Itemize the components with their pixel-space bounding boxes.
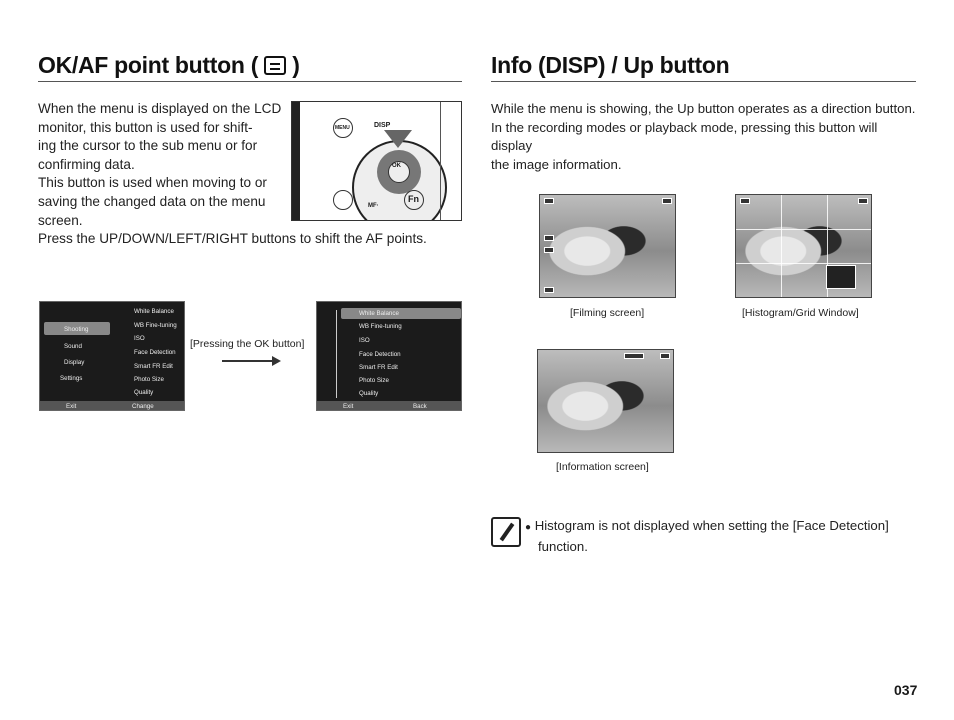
menu-item: WB Fine-tuning	[359, 323, 402, 330]
page-number: 037	[894, 682, 918, 698]
arrow-head-icon	[272, 356, 281, 366]
menu-back: Back	[413, 403, 427, 410]
caption-histogram: [Histogram/Grid Window]	[742, 307, 859, 319]
menu-item: Photo Size	[134, 376, 164, 383]
left-title: OK/AF point button ( )	[38, 52, 300, 78]
menu-item: Smart FR Edit	[134, 363, 173, 370]
menu-item: Smart FR Edit	[359, 364, 398, 371]
caption-filming: [Filming screen]	[570, 307, 645, 319]
menu-item: ISO	[134, 335, 145, 342]
arrow-right-icon	[222, 360, 274, 362]
right-paragraph: While the menu is showing, the Up button operates as a direction button. In the recording modes or playback mode, pressing this button will display the image information.	[491, 101, 916, 172]
camera-ok-label: OK	[392, 163, 401, 169]
menu-bottom-bar	[317, 401, 461, 410]
menu-item: Quality	[134, 389, 154, 396]
menu-item: ISO	[359, 337, 370, 344]
menu-item: Face Detection	[359, 351, 401, 358]
menu-before	[39, 301, 185, 411]
filming-screen	[539, 194, 676, 298]
note-text: ● Histogram is not displayed when setting the [Face Detection] function.	[525, 518, 889, 554]
caption-information: [Information screen]	[556, 461, 649, 473]
left-title-rule	[38, 81, 462, 82]
information-screen	[537, 349, 674, 453]
camera-fn-label: Fn	[408, 194, 419, 204]
menu-item: White Balance	[134, 308, 174, 315]
left-last-line: Press the UP/DOWN/LEFT/RIGHT buttons to shift the AF points.	[38, 231, 427, 246]
histogram-grid-screen	[735, 194, 872, 298]
left-paragraph: When the menu is displayed on the LCD monitor, this button is used for shift- ing the cursor to the sub menu or for confirming data. This button is used when moving to or saving the changed data on the menu screen.	[38, 101, 282, 228]
menu-item: Photo Size	[359, 377, 389, 384]
menu-change: Change	[132, 403, 154, 410]
menu-bottom-bar	[40, 401, 184, 410]
ok-af-icon	[264, 56, 286, 75]
histogram-graph	[826, 265, 856, 289]
menu-after	[316, 301, 462, 411]
right-title-rule	[491, 81, 916, 82]
camera-menu-label: MENU	[335, 125, 350, 131]
camera-buttons-photo	[291, 101, 462, 221]
menu-tab-display: Display	[64, 359, 85, 366]
note-pencil-icon	[491, 517, 521, 547]
camera-disp-label: DISP	[374, 122, 391, 129]
menu-tab-settings: Settings	[60, 375, 83, 382]
menu-exit: Exit	[66, 403, 77, 410]
menu-item: White Balance	[359, 310, 399, 317]
menu-exit: Exit	[343, 403, 354, 410]
camera-mf-label: MF·	[368, 203, 379, 209]
right-title: Info (DISP) / Up button	[491, 52, 730, 78]
pressing-ok-label: [Pressing the OK button]	[190, 338, 305, 350]
menu-tab-sound: Sound	[64, 343, 82, 350]
menu-item: Quality	[359, 390, 379, 397]
menu-tab-shooting: Shooting	[64, 326, 89, 333]
bullet: ●	[525, 522, 532, 533]
menu-item: WB Fine-tuning	[134, 322, 177, 329]
menu-item: Face Detection	[134, 349, 176, 356]
